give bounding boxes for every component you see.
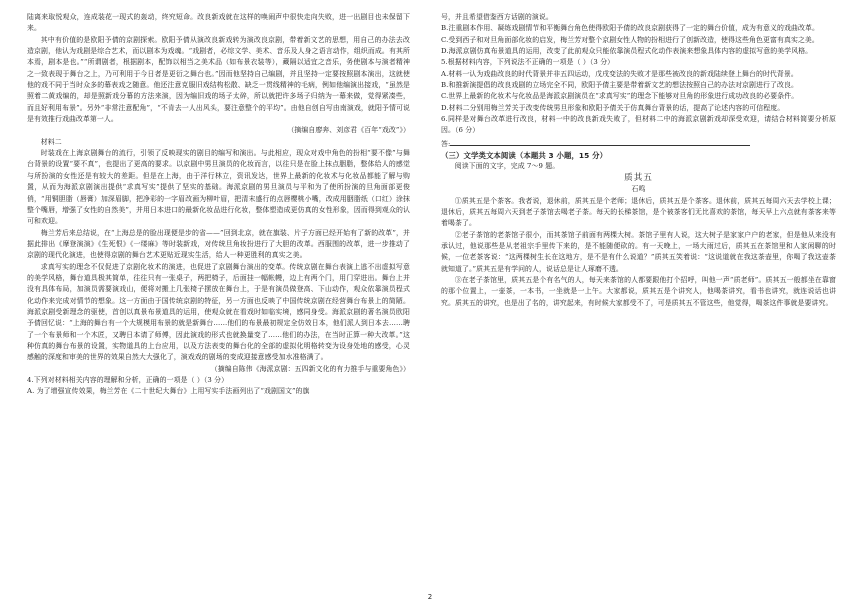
story-author: 石鸣: [631, 185, 646, 194]
page-number: 2: [427, 593, 433, 601]
question-5-option-b: B.和推新演提倡的改良戏剧的立场完全不同，欧阳予倩主要是带着新文艺的想法按照自己的办法对京剧进行了改良。: [441, 81, 798, 90]
question-5-option-d: D.材料二分别用梅兰芳关于改变传统男旦形象和欧阳予倩关于仿真舞台背景的话，提高了论述内容的可信程度。: [441, 103, 785, 112]
question-5: 5.根据材料内容，下列说法不正确的一项是（ ）（3 分）: [441, 58, 615, 67]
paragraph: 其中有价值的是欧阳予倩的京剧探索。欧阳予倩从演改良新戏转为演改良京剧，带着新文艺的思想，用自己的办法去改造京剧，他认为戏剧是综合艺术，而以剧本为戏魂。“戏剧者，必综文学、美术、音乐及人身之语言动作，组织而成。有其所本焉，剧本是也。”“所谓剧者，根据剧本，配饰以相当之美术品（如布景衣装等），藏隔以适宜之音乐，务使剧本与演者精神之一致表现于舞台之上，乃可利用于今日者是更衍之舞台也。”因而他坚持自己编剧，并且坚持一定要按照剧本演出，这就使他的戏不同于当时众多的幕表戏之随意。他还注意克服旧戏结构松散、缺乏一贯线精神的毛病，例如他编演出接戏，“虽然是照着二黄戏编的，却是照新戏分幕的方法来演，因为编旧戏的场子太碎，所以就把许多场子归纳为一幕来做，觉得紧凑些，而且好利用布景”。另外“非常注意配角”，“不肯去一人出风头，要注意整个的平均”。由他自创自写由南演戏，就阳予情可说是有效推行戏曲改革第一人。: [27, 35, 410, 124]
question-4-option-b: B.注重剧本作用、凝练戏剧情节和平衡舞台角色使得欧阳予倩的改良京剧获得了一定的舞台价值，成为有意义的戏曲改革。: [441, 24, 819, 33]
question-5-option-c: C.世界上最新的化妆术与化妆品是海派京剧演员在“求真写实”的理念下能够对旦角的形象进行成功改良的必要条件。: [441, 92, 799, 101]
citation: （摘编自廖奔、刘彦君《百年“戏改”》）: [287, 126, 410, 135]
material-heading: 材料二: [40, 137, 62, 146]
section-heading: （三）文学类文本阅读（本题共 3 小题，15 分）: [441, 151, 608, 161]
story-paragraph: ①质其五是个茶客。我者说，退休前，质其五是个老师；退休后，质其五是个茶客。退休前，质其五每周六天去学校上课；退休后，质其五每周六天到老子茶馆去喝老子茶。每天的长梯茶馆，是个被茶客们无比喜欢的茶馆，每天早上六点就有茶客来等着喝茶了。: [441, 196, 836, 228]
answer-label: 答:: [441, 139, 451, 148]
question-4-option-a-cont: 号，并且希望借鉴西方话剧的演说。: [441, 13, 553, 21]
answer-line: [441, 137, 836, 150]
question-4: 4.下列对材料相关内容的理解和分析，正确的一项是（ ）（3 分）: [27, 376, 229, 384]
story-title: 质其五: [624, 172, 653, 183]
story-paragraph: ②老子茶馆的老茶馆子很小，而其茶馆子前面有两棵大树。茶馆子里有人说，这大树子是家家户户的老家，但是他从来没有承认过，他说那些是从老祖宗手里传下来的，是不能随便砍的。有一天晚上，一场大雨过后，质其五在茶馆里和人家闲聊的时候，一位老茶客说：“这两棵树生长在这地方，是不是有什么说道？”质其五笑着说：“这说道就在我这茶壶里，你喝了我这壶茶就知道了。”质其五是有学问的人，说话总是让人琢磨不透。: [441, 230, 836, 273]
section-instruction: 阅读下面的文字，完成 7～9 题。: [454, 162, 560, 171]
right-column: [441, 12, 836, 309]
story-paragraph: ③在老子茶馆里，质其五是个有名气的人，每天来茶馆的人都要跟他打个招呼，叫他一声“质老师”。质其五一般都坐在靠窗的那个位置上，一壶茶，一本书，一坐就是一上午。大家都说，质其五是个讲究人，他喝茶讲究，看书也讲究，就连说话也讲究。质其五的讲究，也是出了名的，讲究起来，有时候大家都受不了，可是质其五不管这些，他觉得，喝茶这件事就是要讲究。: [441, 275, 836, 307]
question-5-option-a: A.材料一认为戏曲改良的时代背景并非五四运动，戊戌变法的失败才是那些被改良的新戏陆续登上舞台的时代背景。: [441, 69, 798, 78]
left-column: [27, 12, 410, 398]
question-4-option-d: D.海派京剧仿真布景道具的运用，改变了此前观众只能依靠演员程式化动作表演来想象具体内容的虚拟写意的美学风格。: [441, 47, 813, 56]
question-6: 6.同样是对舞台改革进行改良，材料一中的改良新戏失败了，但材料二中的海派京剧新戏却深受欢迎，请结合材料简要分析原因。（6 分）: [441, 115, 836, 135]
question-4-option-a: A. 为了增强宣传效果，梅兰芳在《二十世纪大舞台》上用写实手法画列出了“戏剧国文”的旗: [27, 387, 310, 396]
answer-blank[interactable]: [450, 137, 750, 146]
paragraph: 梅兰芳后来总结说，在“上海总是的脸出现便是步的省——”回到北京，就在旗装、片子方面已经开始有了新的改革”，并据此排出《摩登演演》《生死恨》《一缕麻》等时装新戏，对传统旦角妆扮进行了大胆的改革。西服围的改革，进一步推动了京剧的现代化演进，也使得京剧的舞台艺术更贴近现实生活，给人一种更胜利的真实之美。: [27, 228, 410, 260]
paragraph: 求真写实的理念不仅促进了京剧化妆术的演进，也促进了京剧舞台演出的变革。传统京剧在舞台表演上逃不出虚拟写意的美学风格，舞台道具极其简单，往往只有一张桌子，两把椅子，后面挂一幅帐幔，边上有两个门，用门穿进出。舞台上并没有具体布局，加演员需要演戏山，便将对搬上几张椅子摆放在舞台上，于是有演员做登高、下山动作，观众依靠演员程式化动作来完成对情节的想象。这一方面由于国传统京剧的特征，另一方面也反映了中国传统京剧在经营舞台布景上的简陋。海派京剧受新理念的驱使，首创以真景布景道具的运用，使观众就在看戏时如临实境，感同身受。海派京剧的著名演员欧阳予倩回忆说：“上海的舞台有一个大规模用布景的就是新舞台……他们的布景最初规定全仿效日本，他们派人到日本去……聘了一个布景师和一个木匠，又聘日本请了师傅，因此演戏的形式也就换量变了……他们的办法，在当时正算一种大改革。”这种仿真的舞台布景的设置，实物道具的上台应用，以及方法表变的舞台化的全部的虚拟化明格转变为设身处地的感受，心灵感触的深度和审美的世界的效果自然大大强化了，演戏戏的剧场的变成迎接意感受加水准格满了。: [27, 262, 410, 362]
paragraph: 陆离来取悦观众，连成装花一现式的轰动，终究短命。改良新戏就在这样的唤闹声中很快走向失败，进一出剧目也未保留下来。: [27, 13, 410, 33]
citation: （摘编自陈伟《海派京剧：五四新文化的有力推手与重要角色》）: [210, 364, 410, 373]
question-4-option-c: C.受到西子和对旦角面部化妆的启发，梅兰芳对整个京剧女性人物的扮相进行了创新改造，使得这些角色更富有真实之美。: [441, 35, 819, 44]
paragraph: 时装戏在上海京剧舞台的流行，引领了反映现实的剧目的编写和演出。与此相应，现众对戏中角色的扮相“要不像”与舞台背景的设置“要不真”，也提出了更高的要求。以京剧中男旦演员的化妆而言，以往只是在脸上抹点胭脂，整体给人的感觉与所扮演的女性还是有较大的差距。但是在上海，由于洋行林立，资讯发达，世界上最新的化妆术与化妆品都能了解与购置，从而为海派京剧演出提供“求真写实”提供了坚实的基础。海派京剧的男旦演员与平和为了使所扮演的旦角面部更俊俏，“用铜胆脂（唇膏）加深眉脚，把净彩的一字眉改画为柳叶眉，把清末盛行的点唇樱桃小嘴，改成用胭脂纸（口红）涂抹整个嘴唇，增强了女性的自然美”，并用日本进口的最新化妆品进行化妆，整体塑造成更仿真的女性形象，因而得到观众的认可和欢迎。: [27, 149, 410, 226]
